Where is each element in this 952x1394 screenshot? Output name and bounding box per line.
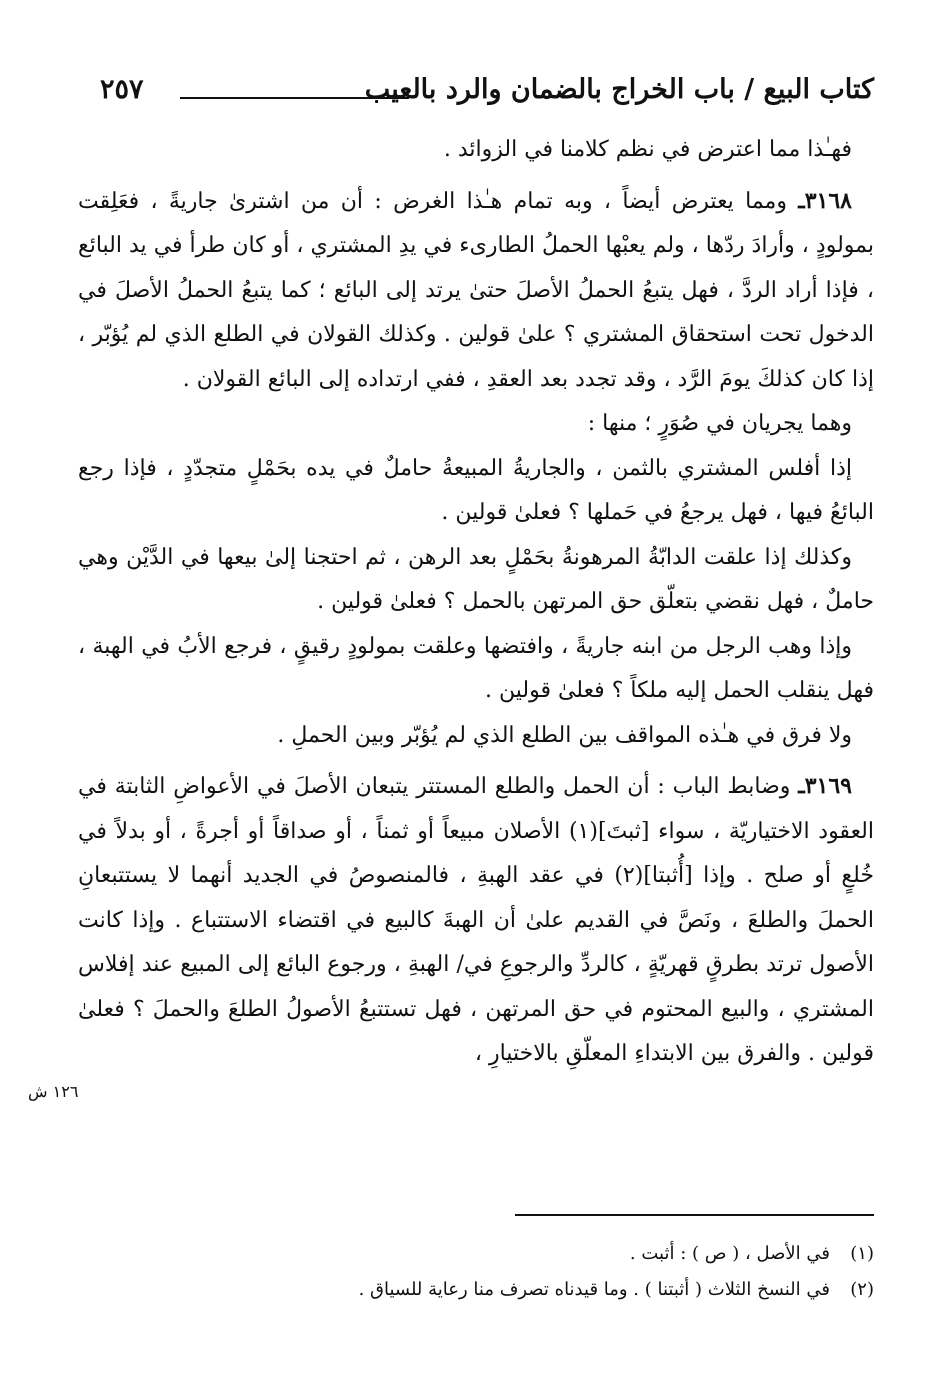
paragraph-3168 [78,179,874,403]
paragraph-text: وضابط الباب : أن الحمل والطلع المستتر يتبعان الأصلَ في الأعواضِ الثابتة في العقود الاختياريّة ، سواء [ثبتَ](١) الأصلان مبيعاً أو ثمناً ، أو صداقاً أو أجرةً ، أو بدلاً في خُلعٍ أو صلح . وإذا [أُثبتا](٢) في عقد الهبةِ ، فالمنصوصُ في الجديد أنهما لا يستتبعانِ الحملَ والطلعَ ، ونَصَّ في القديم علىٰ أن الهبةَ كالبيع في اقتضاء الاستتباع . وإذا كانت الأصول ترتد بطرقٍ قهريّةٍ ، كالردِّ والرجوعِ في/ الهبةِ ، ورجوع البائع إلى المبيع عند إفلاس المشتري ، والبيع المحتوم في حق المرتهن ، فهل تستتبعُ الأصولُ الطلعَ والحملَ ؟ فعلىٰ قولين . والفرق بين الابتداءِ المعلّقِ بالاختيارِ ، [78,774,874,1066]
paragraph-number: ٣١٦٨ـ [798,187,852,214]
paragraph-bankruptcy [78,447,874,536]
footnote-mark: (١) [850,1243,874,1264]
paragraph-text: وهما يجريان في صُوَرٍ ؛ منها : [587,411,852,436]
paragraph-text: إذا أفلس المشتري بالثمن ، والجاريةُ المبيعةُ حاملٌ في يده بحَمْلٍ متجدّدٍ ، فإذا رجع البائعُ فيها ، فهل يرجعُ في حَملها ؟ فعلىٰ قولين . [78,455,874,525]
running-title: كتاب البيع / باب الخراج بالضمان والرد بالعيب [364,74,874,105]
paragraph-text: وكذلك إذا علقت الدابّةُ المرهونةُ بحَمْلٍ بعد الرهن ، ثم احتجنا إلىٰ بيعها في الدَّيْن وهي حاملٌ ، فهل نقضي بتعلّق حق المرتهن بالحمل ؟ فعلىٰ قولين . [78,544,874,614]
paragraph-gift [78,625,874,714]
paragraph-text: ومما يعترض أيضاً ، وبه تمام هـٰذا الغرض : أن من اشترىٰ جاريةً ، فعَلِقت بمولودٍ ، وأرادَ ردّها ، ولم يعبْها الحملُ الطارىء في يدِ المشتري ، أو كان طرأ في يد البائع ، فإذا أراد الردَّ ، فهل يتبعُ الحملُ الأصلَ حتىٰ يرتد إلى البائع ؛ كما يتبعُ الحملُ الأصلَ في الدخول تحت استحقاق المشتري ؟ علىٰ قولين . وكذلك القولان في الطلع الذي لم يُؤبّر ، إذا كان كذلكَ يومَ الرَّد ، وقد تجدد بعد العقدِ ، ففي ارتداده إلى البائع القولان . [78,188,875,392]
paragraph-pledge [78,536,874,625]
paragraph-text: وإذا وهب الرجل من ابنه جاريةً ، وافتضها وعلقت بمولودٍ رقيقٍ ، فرجع الأبُ في الهبة ، فهل ينقلب الحمل إليه ملكاً ؟ فعلىٰ قولين . [78,633,874,703]
paragraph-cases-intro [78,402,874,447]
footnote-1 [78,1236,874,1272]
main-text [78,128,874,1077]
paragraph-intro [78,128,874,173]
paragraph-number: ٣١٦٩ـ [798,773,852,799]
manuscript-folio-note: ١٢٦ ش [28,1082,79,1101]
header-rule [180,97,409,99]
paragraph-text: فهـٰذا مما اعترض في نظم كلامنا في الزوائد . [443,137,852,162]
running-header [100,74,874,126]
footnote-text: في الأصل ، ( ص ) : أثبت . [629,1243,830,1264]
footnote-text: في النسخ الثلاث ( أثبتنا ) . وما قيدناه تصرف منا رعاية للسياق . [358,1279,830,1300]
footnote-separator [515,1214,874,1216]
paragraph-3169 [78,764,874,1077]
footnote-mark: (٢) [850,1279,874,1300]
page-number: ٢٥٧ [100,74,144,105]
footnote-2 [78,1272,874,1308]
paragraph-text: ولا فرق في هـٰذه المواقف بين الطلع الذي لم يُؤبّر وبين الحملِ . [277,722,852,748]
paragraph-no-difference [78,714,874,759]
footnotes [78,1236,874,1308]
